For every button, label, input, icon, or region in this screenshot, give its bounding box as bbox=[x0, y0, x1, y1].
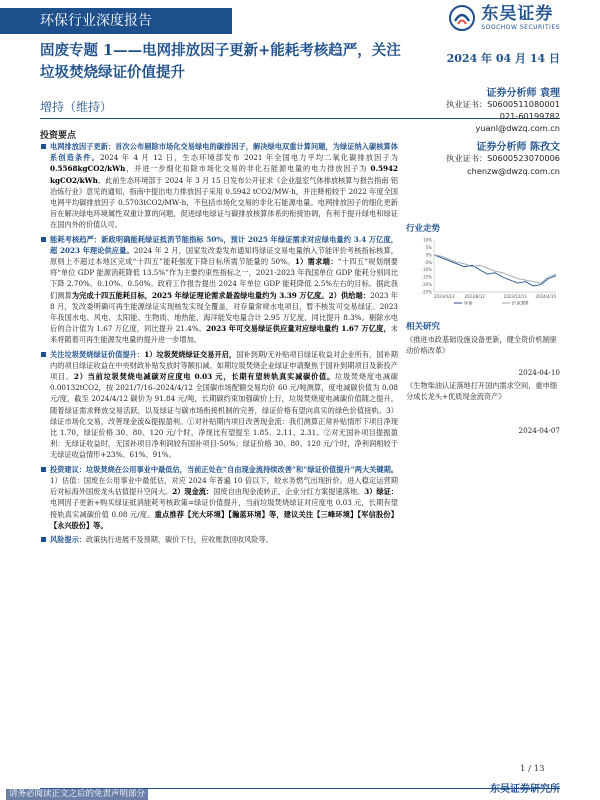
report-category: 环保行业深度报告 bbox=[0, 8, 232, 34]
page-number: 1 / 13 bbox=[520, 764, 545, 774]
industry-trend-chart bbox=[406, 236, 560, 306]
analyst-1-cert: 执业证书：S0600511080001 bbox=[446, 99, 560, 109]
top-bar bbox=[0, 0, 600, 34]
report-date: 2024 年 04 月 14 日 bbox=[446, 52, 560, 65]
related-item-date: 2024-04-10 bbox=[518, 368, 560, 377]
legend-label: 沪深300 bbox=[512, 300, 529, 306]
rating: 增持（维持） bbox=[40, 100, 113, 114]
related-item[interactable]: 《推进市政基础设施设备更新，健全资价机制驱动价格改革》 bbox=[406, 335, 557, 355]
analyst-1-phone: 021-60199782 bbox=[499, 111, 560, 121]
bullet-square-icon bbox=[41, 537, 46, 542]
bullet-square-icon bbox=[41, 237, 46, 242]
key-points-heading: 投资要点 bbox=[40, 131, 77, 141]
point-risk-warning: 风险提示：政策执行进展不及预期，碳价下行，应收账款回收风险等。 bbox=[40, 534, 398, 545]
y-tick-label: -5% bbox=[424, 259, 432, 265]
key-points bbox=[40, 141, 398, 545]
y-tick-label: 5% bbox=[425, 244, 432, 250]
x-tick-label: 2023/4/13 bbox=[434, 294, 455, 299]
analyst-2-role: 证券分析师 陈孜文 bbox=[476, 142, 560, 153]
analyst-2-cert: 执业证书：S0600523070006 bbox=[446, 153, 560, 163]
y-tick-label: -10% bbox=[421, 267, 432, 273]
x-tick-label: 2023/8/12 bbox=[464, 294, 485, 299]
analyst-1-role: 证券分析师 袁理 bbox=[486, 88, 560, 99]
y-tick-label: -20% bbox=[421, 282, 432, 288]
analyst-1-email[interactable]: yuanl@dwzq.com.cn bbox=[475, 123, 560, 133]
analyst-2-email[interactable]: chenzw@dwzq.com.cn bbox=[467, 166, 560, 176]
logo-name-en: SOOCHOW SECURITIES bbox=[481, 24, 560, 31]
footer-org: 东吴证券研究所 bbox=[490, 784, 560, 795]
point-grid-factor: 电网排放因子更新：首次公布剔除市场化交易绿电的碳排因子，解决绿电双重计算问题，为绿证纳入碳核算体系创造条件。2024 年 4 月 12 日，生态环境部发布 2021 年全国电力平均二氧化碳排放因子为 0.5568kgCO2/kWh，并进一步细化扣除市场化交易的非化石能源电量的电力排放因子为 0.5942 kgCO2/kWh。此前生态环境部于 2024 年 3 月 15 日发布公开征求《企业温室气体排放核算与报告指南 铝冶炼行业》意见的通知，指南中提出电力排放因子采用 0.5942 tCO2/MW·h，并注释相较于 2022 年度全国电网平均碳排放因子 0.5703tCO2/MW·h，不包括市场化交易的非化石能源电量。电网排放因子的细化更新旨在解决绿电环境属性双重计算的问题，促进绿电绿证与碳排放核算体系的衔接协调，有利于提升绿电和绿证在国内外的价值认可。 bbox=[40, 141, 398, 231]
bullet-square-icon bbox=[41, 144, 46, 149]
y-tick-label: 10% bbox=[423, 237, 432, 243]
series-line-hs300 bbox=[434, 255, 556, 283]
logo-name-cn: 东吴证券 bbox=[481, 4, 554, 24]
trend-heading: 行业走势 bbox=[406, 224, 441, 234]
bullet-square-icon bbox=[41, 352, 46, 357]
report-title: 固废专题 1——电网排放因子更新+能耗考核趋严，关注垃圾焚烧绿证价值提升 bbox=[40, 42, 401, 81]
related-research-heading: 相关研究 bbox=[406, 322, 441, 332]
series-line-env bbox=[434, 255, 556, 286]
logo-mark-icon bbox=[449, 5, 475, 31]
x-tick-label: 2024/4/10 bbox=[535, 294, 556, 299]
point-energy-assessment: 能耗考核趋严：新政明确能耗绿证抵消节能指标 50%，预计 2025 年绿证需求对应绿电量约 3.4 万亿度，超 2023 年理论供应量。2024 年 2 月，国家发改委发布通知将绿证交易电量纳入节能评价考核指标核算，原则上不超过本地区完成“十四五”能耗强度下降目标所需节能量的 50%。1）需求端：“十四五”规划纲要将“单位 GDP 能源消耗降低 13.5%”作为主要约束性指标之一，2021-2023 年我国单位 GDP 能耗分别同比下降 2.70%、0.10%、0.50%。政府工作报告提出 2024 年单位 GDP 能耗降低 2.5%左右的目标。据此我们测算为完成十四五能耗目标，2025 年绿证理论需求最盈绿电量约为 3.39 万亿度。2）供给端：2023 年 8 月，发改委明确可再生能源绿证实现核发实现全覆盖，对存量常规水电项目，暂不核发可交易绿证。2023 年我国水电、风电、太阳能、生物质、地热能、海洋能发电量合计 2.95 万亿度，同比提升 8.3%。剔除水电后的合计值为 1.67 万亿度，同比提升 21.4%。2023 年可交易绿证供应量对应绿电量约 1.67 万亿度，未来将随着可再生能源发电量的提升进一步增加。 bbox=[40, 234, 398, 346]
y-tick-label: -25% bbox=[421, 289, 432, 295]
brand-logo bbox=[449, 4, 560, 32]
bullet-square-icon bbox=[41, 467, 46, 472]
related-item-date: 2024-04-07 bbox=[518, 426, 560, 435]
point-green-cert-value: 关注垃圾焚烧绿证价值提升：1）垃圾焚烧绿证交易开启，国补到期/无补贴项目绿证收益对企业所有，国补期内的项目绿证收益在中央财政补贴发放时等额扣减。如期垃圾焚烧企业绿证申请聚焦于国补到期项目及新投产项目。2）当前垃圾焚烧电减碳对应度电 0.03 元，长期有望转轨真实减碳价值。垃圾焚烧度电减碳 0.00132tCO2，按 2021/7/16–2024/4/12 全国碳市场配额交易均价 60 元/吨测算，度电减碳价值为 0.08 元/度，截至 2024/4/12 碳价为 91.84 元/吨，长期碳约束加强碳价上行，垃圾焚烧度电减碳价值随之提升。随着绿证需求释放交易活跃，以及绿证与碳市场衔接机制的完善，绿证价格有望向真实的绿色价值接轨。3）绿证市场化交易，改善现金流&提振盈利。①对补贴期内项目改善现金流：我们测算正常补贴情形下项目净现比 1.70，绿证价格 30、80、120 元/个时，净现比有望提至 1.85、2.11、2.31。②对无国补项目提振盈利：无绿证收益时，无国补项目净利润较有国补项目-50%；绿证价格 30、80、120 元/个时，净利润相较于无绿证收益情形+23%、61%、91%。 bbox=[40, 349, 398, 461]
legend-label: 环保 bbox=[464, 300, 473, 306]
x-tick-label: 2023/12/11 bbox=[503, 294, 527, 299]
disclaimer-banner[interactable]: 请务必阅读正文之后的免责声明部分 bbox=[6, 789, 148, 800]
point-investment-advice: 投资建议：垃圾焚烧在公用事业中最低估，当前正处在“自由现金流持续改善”和“绿证价值提升”两大关键期。1）估值：国废在公用事业中最低估，对应 2024 年普遍 10 倍以下，较水务燃气出现折价。进入稳定运营期后对标海外国废龙头估值提升空间大。2）现金流：国废自由现金流转正，企业分红方案提速落地。3）绿证：电网因子更新+购买绿证抵消能耗考核政策=绿证价值提升，当前垃圾焚烧绿证对应度电 0.03 元，长期有望接轨真实减碳价值 0.08 元/度。重点推荐【光大环境】【瀚蓝环境】等，建议关注【三峰环境】【军信股份】【永兴股份】等。 bbox=[40, 464, 398, 531]
y-tick-label: -15% bbox=[421, 274, 432, 280]
related-item[interactable]: 《生物柴油认证落地打开国内需求空间，重申细分成长龙头+优质现金流资产》 bbox=[406, 381, 557, 401]
y-tick-label: 0% bbox=[425, 252, 432, 258]
